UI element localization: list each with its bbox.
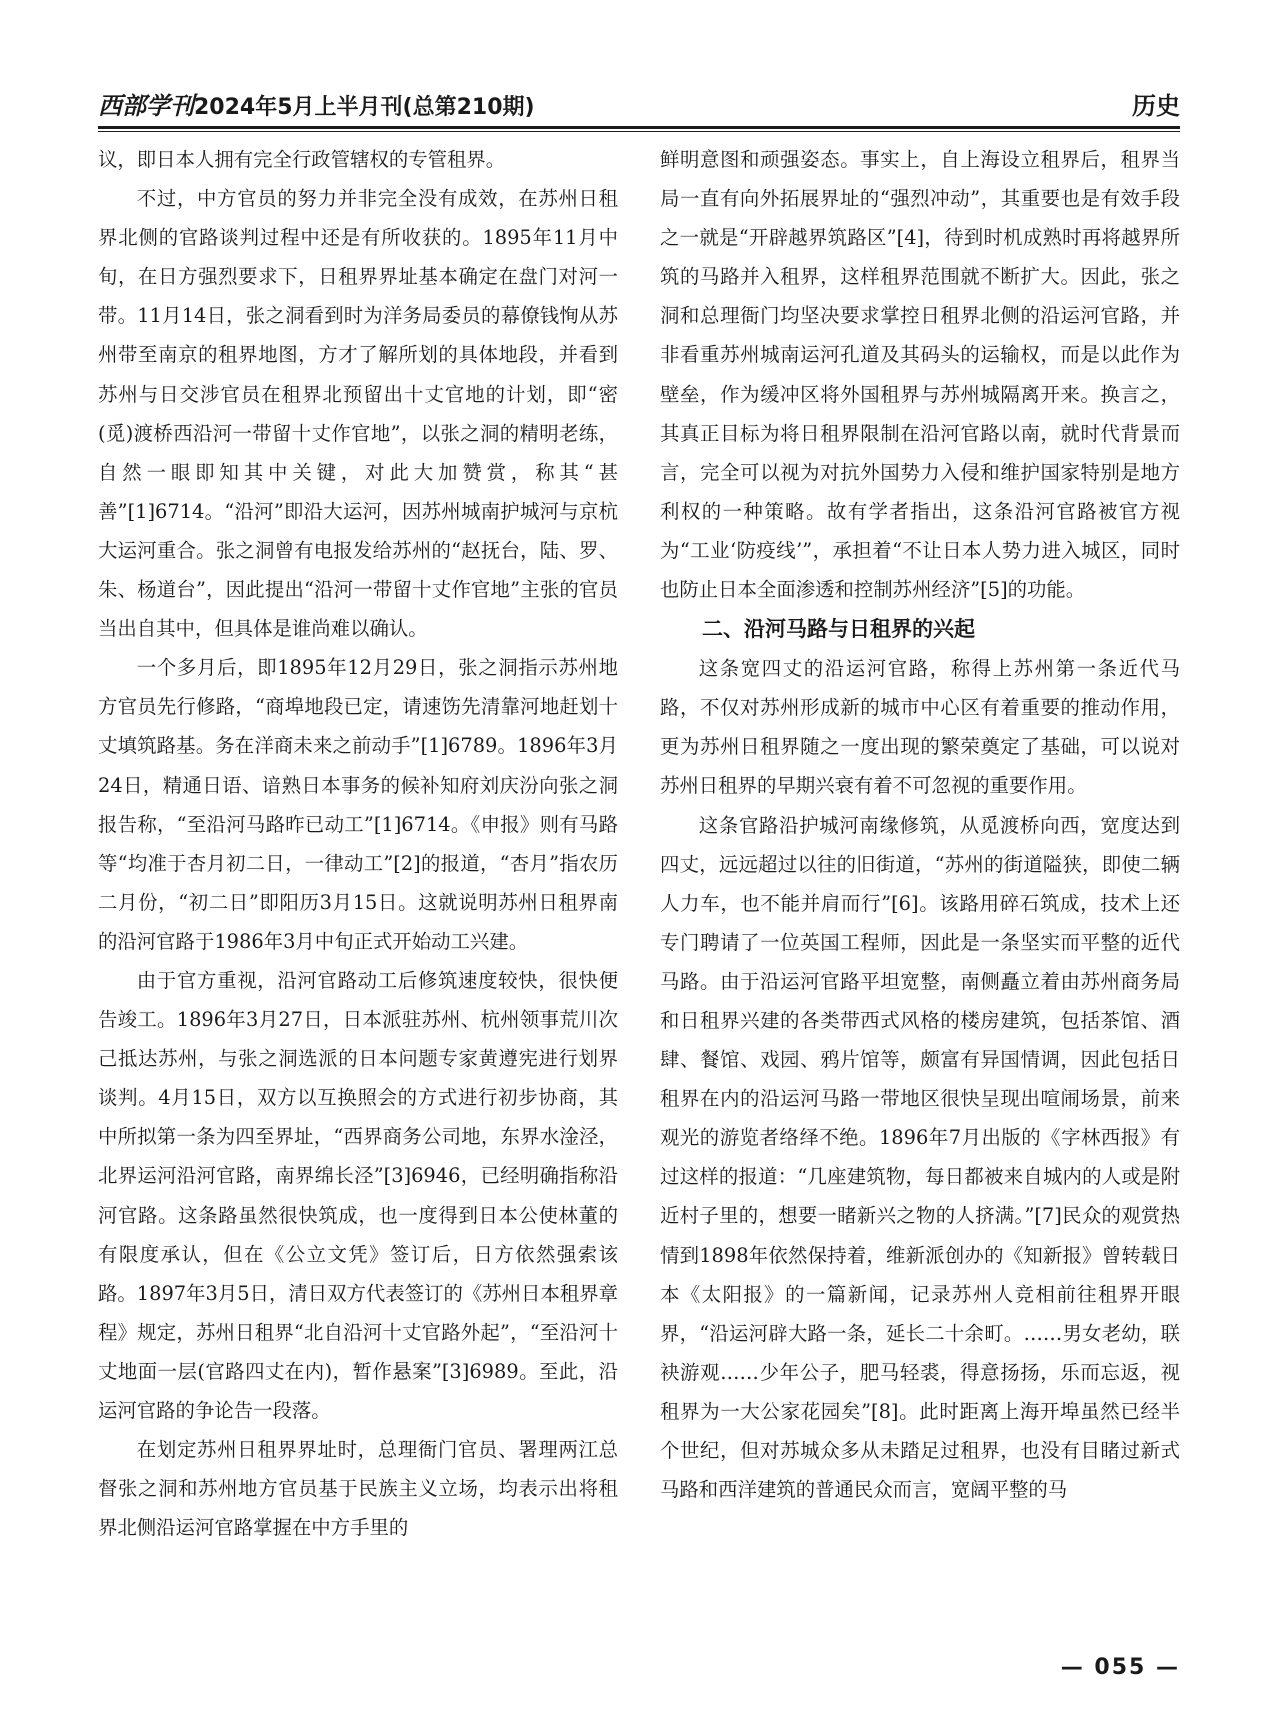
journal-title: [98, 86, 535, 121]
section-label: 历史: [1132, 92, 1180, 120]
paragraph: 这条官路沿护城河南缘修筑，从觅渡桥向西，宽度达到四丈，远远超过以往的旧街道，“苏州的街道隘狭，即使二辆人力车，也不能并肩而行”[6]。该路用碎石筑成，技术上还专门聘请了一位英国工程师，因此是一条坚实而平整的近代马路。由于沿运河官路平坦宽整，南侧矗立着由苏州商务局和日租界兴建的各类带西式风格的楼房建筑，包括茶馆、酒肆、餐馆、戏园、鸦片馆等，颇富有异国情调，因此包括日租界在内的沿运河马路一带地区很快呈现出喧闹场景，前来观光的游览者络绎不绝。1896年7月出版的《字林西报》有过这样的报道：“几座建筑物，每日都被来自城内的人或是附近村子里的，想要一睹新兴之物的人挤满。”[7]民众的观赏热情到1898年依然保持着，维新派创办的《知新报》曾转载日本《太阳报》的一篇新闻，记录苏州人竞相前往租界开眼界，“沿运河辟大路一条，延长二十余町。……男女老幼，联袂游观……少年公子，肥马轻裘，得意扬扬，乐而忘返，视租界为一大公家花园矣”[8]。此时距离上海开埠虽然已经半个世纪，但对苏城众多从未踏足过租界，也没有目睹过新式马路和西洋建筑的普通民众而言，宽阔平整的马: [660, 813, 1180, 1502]
journal-logo: 西部学刊: [98, 91, 194, 120]
page-number: — 055 —: [1060, 1655, 1180, 1680]
paragraph: 鲜明意图和顽强姿态。事实上，自上海设立租界后，租界当局一直有向外拓展界址的“强烈冲动”，其重要也是有效手段之一就是“开辟越界筑路区”[4]，待到时机成熟时再将越界所筑的马路并入租界，这样租界范围就不断扩大。因此，张之洞和总理衙门均坚决要求掌控日租界北侧的沿运河官路，并非看重苏州城南运河孔道及其码头的运输权，而是以此作为壁垒，作为缓冲区将外国租界与苏州城隔离开来。换言之，其真正目标为将日租界限制在沿河官路以南，就时代背景而言，完全可以视为对抗外国势力入侵和维护国家特别是地方利权的一种策略。故有学者指出，这条沿河官路被官方视为“工业‘防疫线’”，承担着“不让日本人势力进入城区，同时也防止日本全面渗透和控制苏州经济”[5]的功能。: [660, 148, 1180, 602]
header-rule-thin: [98, 131, 1180, 132]
paragraph: 由于官方重视，沿河官路动工后修筑速度较快，很快便告竣工。1896年3月27日，日本派驻苏州、杭州领事荒川次己抵达苏州，与张之洞选派的日本问题专家黄遵宪进行划界谈判。4月15日，双方以互换照会的方式进行初步协商，其中所拟第一条为四至界址，“西界商务公司地，东界水淦泾，北界运河沿河官路，南界绵长泾”[3]6946，已经明确指称沿河官路。这条路虽然很快筑成，也一度得到日本公使林董的有限度承认，但在《公立文凭》签订后，日方依然强索该路。1897年3月5日，清日双方代表签订的《苏州日本租界章程》规定，苏州日租界“北自沿河十丈官路外起”，“至沿河十丈地面一层(官路四丈在内)，暂作悬案”[3]6989。至此，沿运河官路的争论告一段落。: [98, 968, 619, 1422]
section-heading: 二、沿河马路与日租界的兴起: [702, 617, 975, 642]
right-column: [660, 140, 1180, 1509]
issue-info: 2024年5月上半月刊(总第210期): [194, 95, 535, 120]
header-rule-thick: [98, 126, 1180, 129]
paragraph: 这条宽四丈的沿运河官路，称得上苏州第一条近代马路，不仅对苏州形成新的城市中心区有着重要的推动作用，更为苏州日租界随之一度出现的繁荣奠定了基础，可以说对苏州日租界的早期兴衰有着不可忽视的重要作用。: [660, 657, 1180, 798]
running-header: [98, 86, 1180, 122]
paragraph: 议，即日本人拥有完全行政管辖权的专管租界。: [98, 148, 506, 171]
paragraph: 一个多月后，即1895年12月29日，张之洞指示苏州地方官员先行修路，“商埠地段已定，请速饬先清靠河地赶划十丈填筑路基。务在洋商未来之前动手”[1]6789。1896年3月24日，精通日语、谙熟日本事务的候补知府刘庆汾向张之洞报告称，“至沿河马路昨已动工”[1]6714。《申报》则有马路等“均准于杏月初二日，一律动工”[2]的报道，“杏月”指农历二月份，“初二日”即阳历3月15日。这就说明苏州日租界南的沿河官路于1986年3月中旬正式开始动工兴建。: [98, 656, 618, 953]
left-column: [98, 140, 618, 1547]
paragraph: 不过，中方官员的努力并非完全没有成效，在苏州日租界北侧的官路谈判过程中还是有所收获的。1895年11月中旬，在日方强烈要求下，日租界界址基本确定在盘门对河一带。11月14日，张之洞看到时为洋务局委员的幕僚钱恂从苏州带至南京的租界地图，方才了解所划的具体地段，并看到苏州与日交涉官员在租界北预留出十丈官地的计划，即“密(觅)渡桥西沿河一带留十丈作官地”，以张之洞的精明老练，自然一眼即知其中关键，对此大加赞赏，称其“甚善”[1]6714。“沿河”即沿大运河，因苏州城南护城河与京杭大运河重合。张之洞曾有电报发给苏州的“赵抚台，陆、罗、朱、杨道台”，因此提出“沿河一带留十丈作官地”主张的官员当出自其中，但具体是谁尚难以确认。: [98, 187, 618, 641]
paragraph: 在划定苏州日租界界址时，总理衙门官员、署理两江总督张之洞和苏州地方官员基于民族主义立场，均表示出将租界北侧沿运河官路掌握在中方手里的: [98, 1438, 618, 1540]
